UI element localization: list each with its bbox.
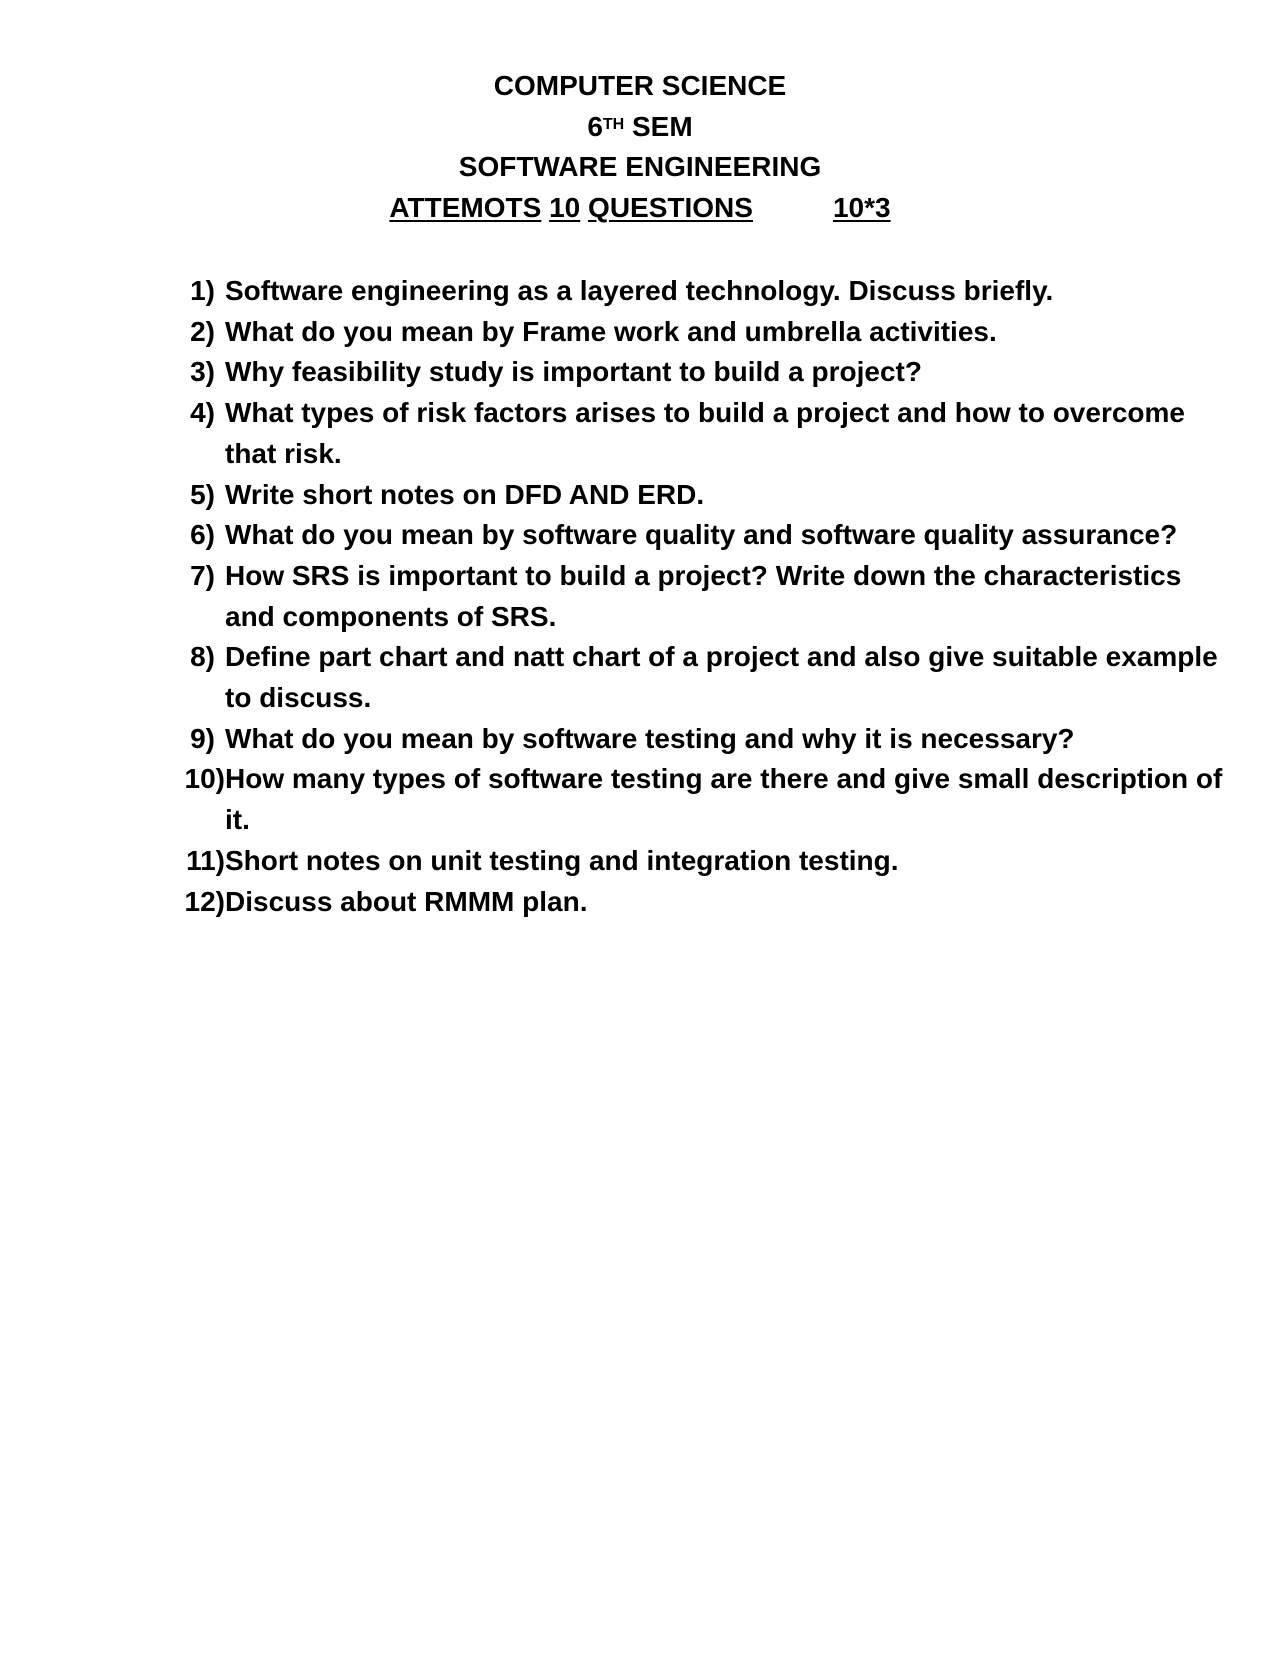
question-number: 10)	[184, 763, 225, 795]
question-text: Why feasibility study is important to build a project?	[225, 356, 922, 388]
question-item	[170, 393, 1230, 474]
question-text: Write short notes on DFD AND ERD.	[225, 478, 705, 510]
question-item	[170, 475, 1230, 516]
question-item	[170, 882, 1230, 923]
question-item	[170, 637, 1230, 718]
semester-word: SEM	[624, 110, 693, 142]
question-number: 6)	[190, 519, 215, 551]
course-title: SOFTWARE ENGINEERING	[458, 151, 822, 182]
semester-title	[0, 107, 1280, 148]
question-number: 9)	[190, 722, 215, 754]
question-number: 5)	[190, 478, 215, 510]
question-number: 3)	[190, 356, 215, 388]
question-number: 11)	[186, 844, 225, 876]
marks-scheme: 10*3	[832, 191, 891, 223]
question-number: 4)	[190, 397, 215, 429]
question-number: 1)	[190, 275, 215, 306]
question-text: What types of risk factors arises to build a project and how to overcome that risk.	[225, 397, 1185, 469]
question-item	[170, 515, 1230, 556]
question-item	[170, 352, 1230, 393]
attempt-count: 10	[549, 191, 581, 223]
question-text: What do you mean by software quality and software quality assurance?	[225, 519, 1178, 551]
question-number: 8)	[190, 641, 215, 673]
semester-number: 6	[587, 110, 603, 142]
question-item	[170, 556, 1230, 637]
attempt-word: ATTEMOTS	[389, 191, 542, 223]
question-text: What do you mean by Frame work and umbrella activities.	[225, 315, 997, 347]
question-text: How SRS is important to build a project? Write down the characteristics and components of SRS.	[225, 559, 1182, 632]
question-list	[170, 271, 1230, 922]
question-text: Define part chart and natt chart of a project and also give suitable example to discuss.	[225, 641, 1218, 714]
question-text: What do you mean by software testing and why it is necessary?	[225, 722, 1075, 754]
question-text: Discuss about RMMM plan.	[225, 885, 588, 917]
question-number: 7)	[190, 559, 215, 591]
question-number: 2)	[190, 315, 215, 347]
question-text: Software engineering as a layered technology. Discuss briefly.	[225, 275, 1054, 306]
semester-suffix: TH	[602, 115, 625, 133]
question-text: How many types of software testing are there and give small description of it.	[225, 763, 1223, 836]
question-item	[170, 759, 1230, 840]
attempt-instruction	[0, 188, 1280, 229]
subject-title: COMPUTER SCIENCE	[493, 70, 787, 101]
question-item	[170, 841, 1230, 882]
question-number: 12)	[184, 885, 225, 917]
question-item	[170, 312, 1230, 353]
exam-header	[0, 66, 1280, 228]
attempt-questions-word: QUESTIONS	[588, 191, 753, 223]
question-item	[170, 271, 1230, 312]
question-text: Short notes on unit testing and integration testing.	[225, 844, 899, 876]
question-item	[170, 719, 1230, 760]
